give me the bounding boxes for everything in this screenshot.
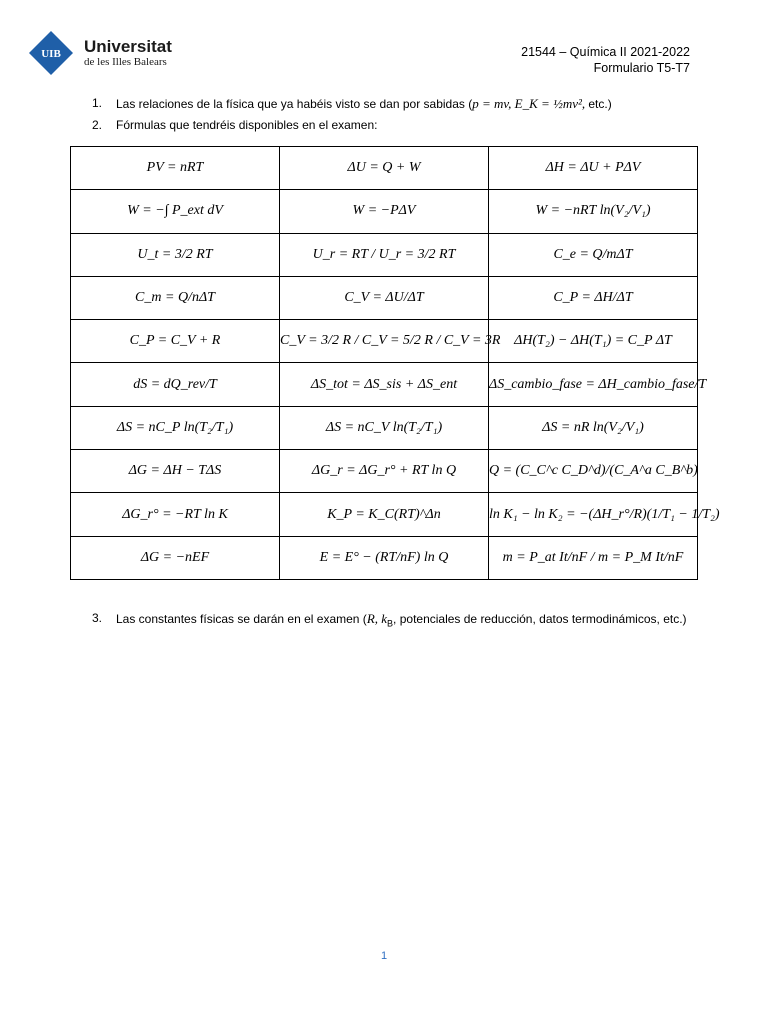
formula-cell: dS = dQ_rev/T: [71, 363, 280, 406]
formula-row: [71, 147, 698, 190]
formula-table: [70, 146, 720, 580]
list-number: 2.: [92, 118, 103, 132]
formula-cell: C_e = Q/mΔT: [489, 233, 698, 276]
list-math: p = mv, E_K = ½mv²,: [472, 96, 589, 111]
formula-row: [71, 276, 698, 319]
course-header: [521, 44, 690, 76]
university-subname: de les Illes Balears: [84, 56, 167, 68]
formula-cell: ΔG = −nEF: [71, 536, 280, 579]
formula-cell: ln K₁ − ln K₂ = −(ΔH_r°/R)(1/T₁ − 1/T₂): [489, 493, 698, 536]
list-text: Las constantes físicas se darán en el examen (: [116, 612, 367, 626]
formula-cell: Q = (C_C^c C_D^d)/(C_A^a C_B^b): [489, 450, 698, 493]
formula-cell: K_P = K_C(RT)^Δn: [280, 493, 489, 536]
formula-cell: W = −nRT ln(V₂/V₁): [489, 190, 698, 233]
formula-cell: C_P = C_V + R: [71, 320, 280, 363]
formula-cell: ΔG_r = ΔG_r° + RT ln Q: [280, 450, 489, 493]
formula-cell: ΔS = nC_V ln(T₂/T₁): [280, 406, 489, 449]
formula-cell: m = P_at It/nF / m = P_M It/nF: [489, 536, 698, 579]
list-text-end: , potenciales de reducción, datos termodinámicos, etc.): [393, 612, 687, 626]
list-text: Fórmulas que tendréis disponibles en el examen:: [116, 118, 378, 132]
formula-row: [71, 450, 698, 493]
list-number: 1.: [92, 96, 103, 110]
formula-cell: W = −∫ P_ext dV: [71, 190, 280, 233]
formula-cell: ΔS = nR ln(V₂/V₁): [489, 406, 698, 449]
formula-cell: ΔG = ΔH − TΔS: [71, 450, 280, 493]
course-line: 21544 – Química II 2021-2022: [521, 45, 690, 59]
logo-initials: UIB: [41, 48, 61, 60]
formula-cell: C_P = ΔH/ΔT: [489, 276, 698, 319]
formula-row: [71, 190, 698, 233]
list-text: Las relaciones de la física que ya habéis visto se dan por sabidas (: [116, 97, 473, 111]
list-number: 3.: [92, 611, 103, 625]
formula-cell: C_V = ΔU/ΔT: [280, 276, 489, 319]
formula-cell: ΔG_r° = −RT ln K: [71, 493, 280, 536]
formula-cell: U_t = 3/2 RT: [71, 233, 280, 276]
formula-cell: W = −PΔV: [280, 190, 489, 233]
formula-cell: ΔS = nC_P ln(T₂/T₁): [71, 406, 280, 449]
list-math: R, k: [366, 611, 388, 626]
university-logo: [28, 30, 172, 76]
formula-cell: ΔH(T₂) − ΔH(T₁) = C_P ΔT: [489, 320, 698, 363]
form-line: Formulario T5-T7: [593, 61, 690, 75]
formula-row: [71, 363, 698, 406]
formula-cell: E = E° − (RT/nF) ln Q: [280, 536, 489, 579]
uib-diamond-icon: [28, 30, 74, 76]
formula-cell: C_V = 3/2 R / C_V = 5/2 R / C_V = 3R: [280, 320, 489, 363]
formula-row: [71, 493, 698, 536]
formula-row: [71, 536, 698, 579]
formula-row: [71, 320, 698, 363]
formula-cell: ΔU = Q + W: [280, 147, 489, 190]
formula-cell: PV = nRT: [71, 147, 280, 190]
formula-cell: ΔS_tot = ΔS_sis + ΔS_ent: [280, 363, 489, 406]
formula-cell: ΔH = ΔU + PΔV: [489, 147, 698, 190]
formula-cell: C_m = Q/nΔT: [71, 276, 280, 319]
university-name: Universitat: [84, 37, 172, 56]
formula-cell: ΔS_cambio_fase = ΔH_cambio_fase/T: [489, 363, 698, 406]
list-math-sub: B: [387, 618, 394, 629]
page-number: 1: [380, 950, 388, 962]
formula-row: [71, 406, 698, 449]
formula-row: [71, 233, 698, 276]
list-text-end: etc.): [588, 97, 612, 111]
formula-cell: U_r = RT / U_r = 3/2 RT: [280, 233, 489, 276]
